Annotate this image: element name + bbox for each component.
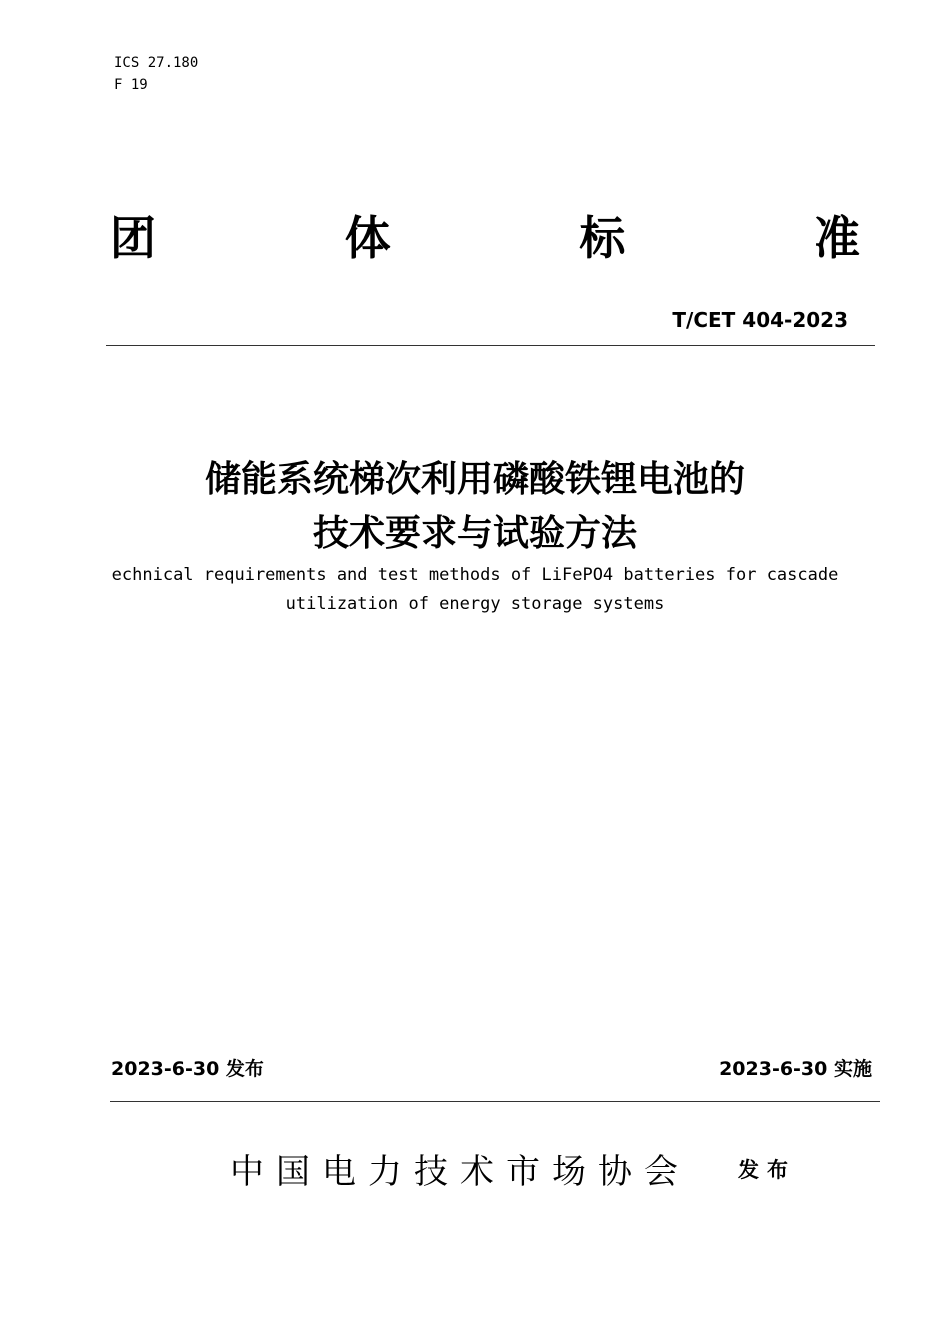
standard-type bbox=[110, 208, 860, 268]
bottom-divider bbox=[110, 1101, 880, 1102]
classification-codes bbox=[114, 52, 198, 96]
title-zh-line2: 技术要求与试验方法 bbox=[312, 513, 637, 554]
standard-type-char: 团 bbox=[110, 211, 156, 265]
standard-number: T/CET 404-2023 bbox=[672, 308, 848, 332]
publisher-name: 中国电力技术市场协会 bbox=[230, 1152, 690, 1192]
ccs-code: F 19 bbox=[114, 77, 148, 93]
title-en-line1: echnical requirements and test methods of LiFePO4 batteries for cascade bbox=[111, 565, 839, 585]
publish-date: 2023-6-30 发布 bbox=[111, 1058, 264, 1080]
publish-label: 发布 bbox=[738, 1158, 796, 1182]
standard-type-char: 准 bbox=[813, 211, 860, 265]
standard-type-char: 体 bbox=[344, 211, 391, 265]
standard-type-char: 标 bbox=[579, 211, 626, 265]
title-en-line2: utilization of energy storage systems bbox=[285, 594, 665, 614]
ics-code: ICS 27.180 bbox=[114, 55, 199, 71]
implement-date: 2023-6-30 实施 bbox=[719, 1058, 872, 1080]
title-zh-line1: 储能系统梯次利用磷酸铁锂电池的 bbox=[204, 459, 745, 500]
top-divider bbox=[106, 345, 875, 346]
